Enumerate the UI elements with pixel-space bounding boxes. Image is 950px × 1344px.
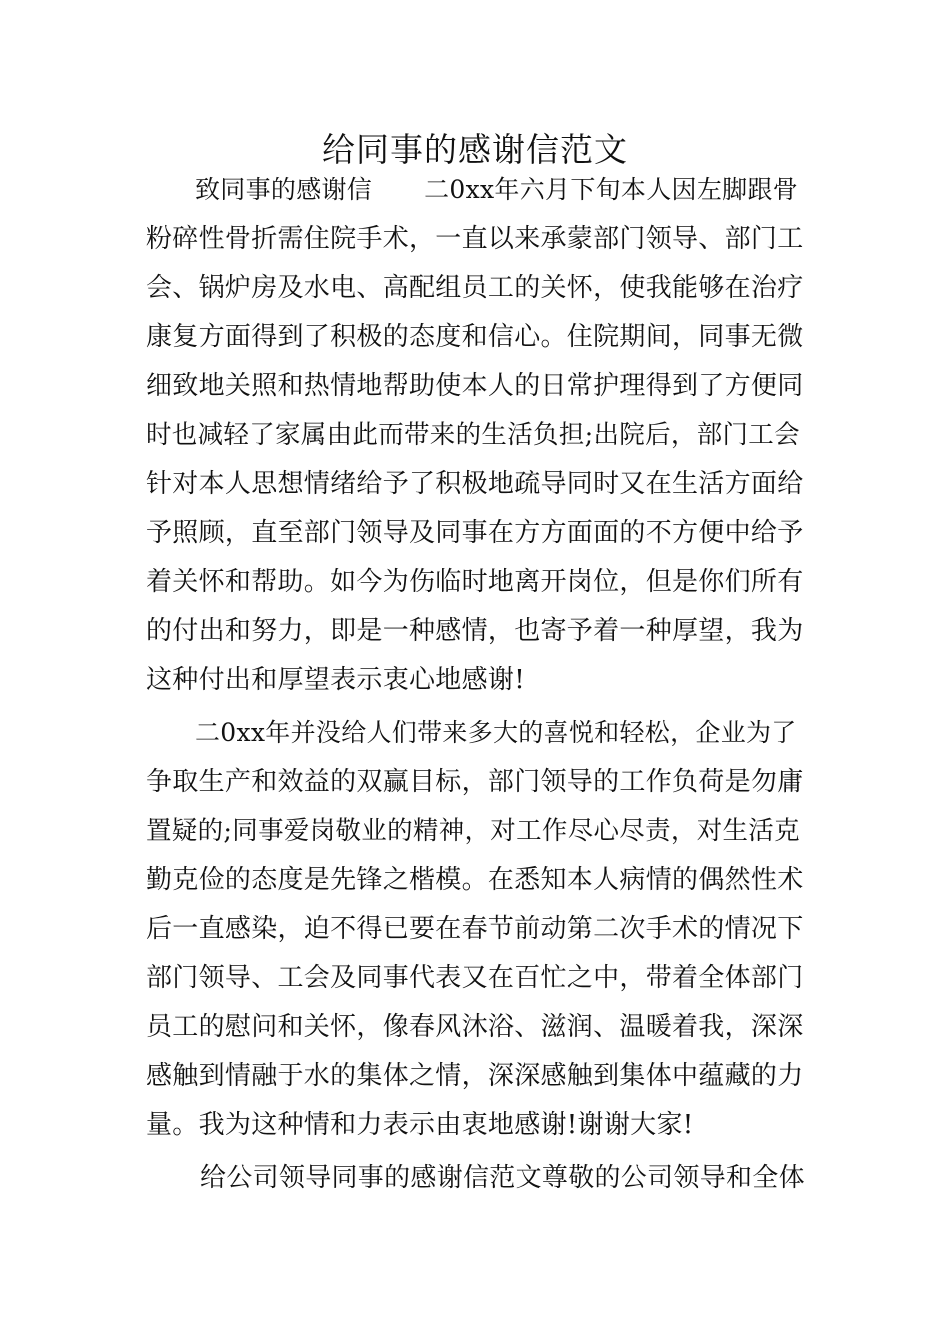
paragraph-line: 细致地关照和热情地帮助使本人的日常护理得到了方便同 [146,371,804,401]
paragraph-line: 争取生产和效益的双赢目标，部门领导的工作负荷是勿庸 [146,767,804,797]
salutation: 致同事的感谢信 [195,175,373,204]
paragraph-line: 部门领导、工会及同事代表又在百忙之中，带着全体部门 [146,963,804,993]
paragraph-line: 时也减轻了家属由此而带来的生活负担;出院后，部门工会 [146,420,800,450]
paragraph-line: 会、锅炉房及水电、高配组员工的关怀，使我能够在治疗 [146,273,804,303]
paragraph-line: 着关怀和帮助。如今为伤临时地离开岗位，但是你们所有 [146,567,804,597]
paragraph-line: 粉碎性骨折需住院手术，一直以来承蒙部门领导、部门工 [146,224,804,254]
paragraph-line: 针对本人思想情绪给予了积极地疏导同时又在生活方面给 [146,469,804,499]
paragraph-line: 这种付出和厚望表示衷心地感谢! [146,665,525,695]
paragraph-line: 量。我为这种情和力表示由衷地感谢!谢谢大家! [146,1110,694,1140]
paragraph-line: 感触到情融于水的集体之情，深深感触到集体中蕴藏的力 [146,1061,804,1091]
paragraph-line: 二0xx年并没给人们带来多大的喜悦和轻松，企业为了 [195,718,797,747]
paragraph-line: 勤克俭的态度是先锋之楷模。在悉知本人病情的偶然性术 [146,865,804,895]
paragraph-line: 康复方面得到了积极的态度和信心。住院期间，同事无微 [146,322,804,352]
line-text: 二0xx年六月下旬本人因左脚跟骨 [424,175,799,204]
paragraph-line: 后一直感染，迫不得已要在春节前动第二次手术的情况下 [146,914,804,944]
paragraph-line: 予照顾，直至部门领导及同事在方方面面的不方便中给予 [146,518,804,548]
paragraph-line: 员工的慰问和关怀，像春风沐浴、滋润、温暖着我，深深 [146,1012,804,1042]
paragraph-line: 的付出和努力，即是一种感情，也寄予着一种厚望，我为 [146,616,804,646]
paragraph-line: 置疑的;同事爱岗敬业的精神，对工作尽心尽责，对生活克 [146,816,800,846]
paragraph-line [195,170,806,210]
paragraph-line: 给公司领导同事的感谢信范文尊敬的公司领导和全体 [200,1163,805,1193]
document-title: 给同事的感谢信范文 [322,130,628,169]
